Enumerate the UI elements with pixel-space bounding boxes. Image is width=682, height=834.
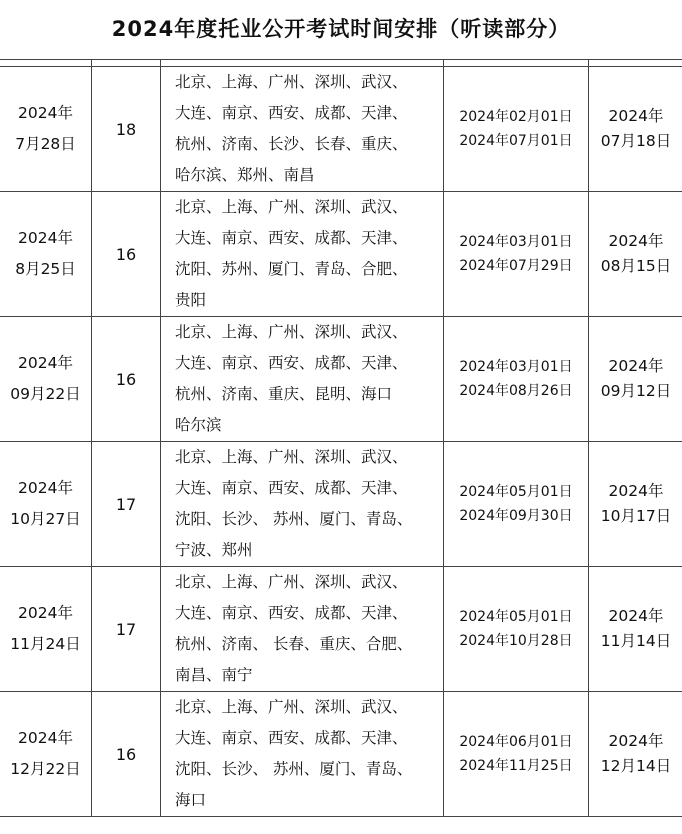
registration-end: 2024年07月01日	[459, 133, 573, 149]
city-line: 大连、南京、西安、成都、天津、	[175, 354, 408, 372]
cities-cell	[161, 567, 444, 692]
exam-date-cell	[0, 67, 92, 192]
seats-cell: 17	[92, 567, 161, 692]
registration-end: 2024年07月29日	[459, 258, 573, 274]
header-cell-score-release	[589, 60, 682, 67]
city-line: 沈阳、长沙、 苏州、厦门、青岛、	[175, 760, 413, 778]
registration-end: 2024年10月28日	[459, 633, 573, 649]
city-line: 杭州、济南、长沙、长春、重庆、	[175, 135, 408, 153]
seats-cell: 17	[92, 442, 161, 567]
exam-date-day: 11月24日	[10, 635, 81, 653]
score-release-cell	[589, 692, 682, 817]
registration-period-cell	[444, 67, 589, 192]
registration-period-cell	[444, 692, 589, 817]
registration-start: 2024年03月01日	[459, 234, 573, 250]
city-line: 北京、上海、广州、深圳、武汉、	[175, 573, 408, 591]
registration-end: 2024年08月26日	[459, 383, 573, 399]
city-line: 北京、上海、广州、深圳、武汉、	[175, 698, 408, 716]
seats-cell: 16	[92, 192, 161, 317]
city-line: 杭州、济南、 长春、重庆、合肥、	[175, 635, 413, 653]
city-line: 哈尔滨	[175, 416, 222, 434]
header-cell-cities	[161, 60, 444, 67]
city-line: 南昌、南宁	[175, 666, 253, 684]
score-release-day: 08月15日	[600, 257, 672, 275]
registration-start: 2024年06月01日	[459, 734, 573, 750]
exam-date-year: 2024年	[18, 604, 73, 622]
score-release-year: 2024年	[608, 607, 664, 625]
table-row	[0, 692, 682, 817]
city-line: 宁波、郑州	[175, 541, 253, 559]
page-title: 2024年度托业公开考试时间安排（听读部分）	[111, 17, 571, 41]
exam-date-year: 2024年	[18, 354, 73, 372]
cities-cell	[161, 317, 444, 442]
table-row	[0, 67, 682, 192]
header-cell-registration	[444, 60, 589, 67]
city-line: 大连、南京、西安、成都、天津、	[175, 229, 408, 247]
registration-end: 2024年09月30日	[459, 508, 573, 524]
cities-cell	[161, 192, 444, 317]
score-release-year: 2024年	[608, 357, 664, 375]
seats-cell: 16	[92, 317, 161, 442]
score-release-cell	[589, 442, 682, 567]
header-cell-seats	[92, 60, 161, 67]
city-line: 大连、南京、西安、成都、天津、	[175, 729, 408, 747]
city-line: 贵阳	[175, 291, 207, 309]
table-header-row	[0, 60, 682, 67]
exam-date-day: 8月25日	[15, 260, 76, 278]
registration-start: 2024年05月01日	[459, 609, 573, 625]
city-line: 沈阳、长沙、 苏州、厦门、青岛、	[175, 510, 413, 528]
registration-period-cell	[444, 192, 589, 317]
cities-cell	[161, 67, 444, 192]
registration-start: 2024年05月01日	[459, 484, 573, 500]
score-release-day: 07月18日	[600, 132, 672, 150]
score-release-day: 09月12日	[600, 382, 672, 400]
score-release-year: 2024年	[608, 482, 664, 500]
city-line: 沈阳、苏州、厦门、青岛、合肥、	[175, 260, 408, 278]
registration-period-cell	[444, 567, 589, 692]
exam-date-year: 2024年	[18, 229, 73, 247]
exam-date-cell	[0, 567, 92, 692]
seats-cell: 18	[92, 67, 161, 192]
exam-date-cell	[0, 692, 92, 817]
score-release-day: 10月17日	[600, 507, 672, 525]
city-line: 北京、上海、广州、深圳、武汉、	[175, 73, 408, 91]
exam-date-day: 09月22日	[10, 385, 81, 403]
city-line: 大连、南京、西安、成都、天津、	[175, 104, 408, 122]
registration-period-cell	[444, 442, 589, 567]
registration-period-cell	[444, 317, 589, 442]
exam-date-cell	[0, 317, 92, 442]
exam-date-day: 12月22日	[10, 760, 81, 778]
registration-start: 2024年02月01日	[459, 109, 573, 125]
table-row	[0, 317, 682, 442]
score-release-cell	[589, 567, 682, 692]
exam-date-year: 2024年	[18, 729, 73, 747]
cities-cell	[161, 442, 444, 567]
seats-cell: 16	[92, 692, 161, 817]
score-release-year: 2024年	[608, 732, 664, 750]
exam-date-year: 2024年	[18, 479, 73, 497]
table-row	[0, 567, 682, 692]
city-line: 海口	[175, 791, 207, 809]
header-cell-exam-date	[0, 60, 92, 67]
city-line: 大连、南京、西安、成都、天津、	[175, 479, 408, 497]
city-line: 北京、上海、广州、深圳、武汉、	[175, 198, 408, 216]
score-release-cell	[589, 67, 682, 192]
score-release-year: 2024年	[608, 232, 664, 250]
exam-date-cell	[0, 192, 92, 317]
city-line: 北京、上海、广州、深圳、武汉、	[175, 323, 408, 341]
table-row	[0, 192, 682, 317]
exam-date-year: 2024年	[18, 104, 73, 122]
score-release-year: 2024年	[608, 107, 664, 125]
exam-date-day: 7月28日	[15, 135, 76, 153]
city-line: 大连、南京、西安、成都、天津、	[175, 604, 408, 622]
score-release-cell	[589, 317, 682, 442]
table-row	[0, 442, 682, 567]
score-release-cell	[589, 192, 682, 317]
exam-schedule-table	[0, 59, 682, 817]
city-line: 哈尔滨、郑州、南昌	[175, 166, 315, 184]
score-release-day: 12月14日	[600, 757, 672, 775]
exam-date-cell	[0, 442, 92, 567]
score-release-day: 11月14日	[600, 632, 672, 650]
registration-start: 2024年03月01日	[459, 359, 573, 375]
registration-end: 2024年11月25日	[459, 758, 573, 774]
city-line: 北京、上海、广州、深圳、武汉、	[175, 448, 408, 466]
cities-cell	[161, 692, 444, 817]
city-line: 杭州、济南、重庆、昆明、海口	[175, 385, 393, 403]
exam-date-day: 10月27日	[10, 510, 81, 528]
